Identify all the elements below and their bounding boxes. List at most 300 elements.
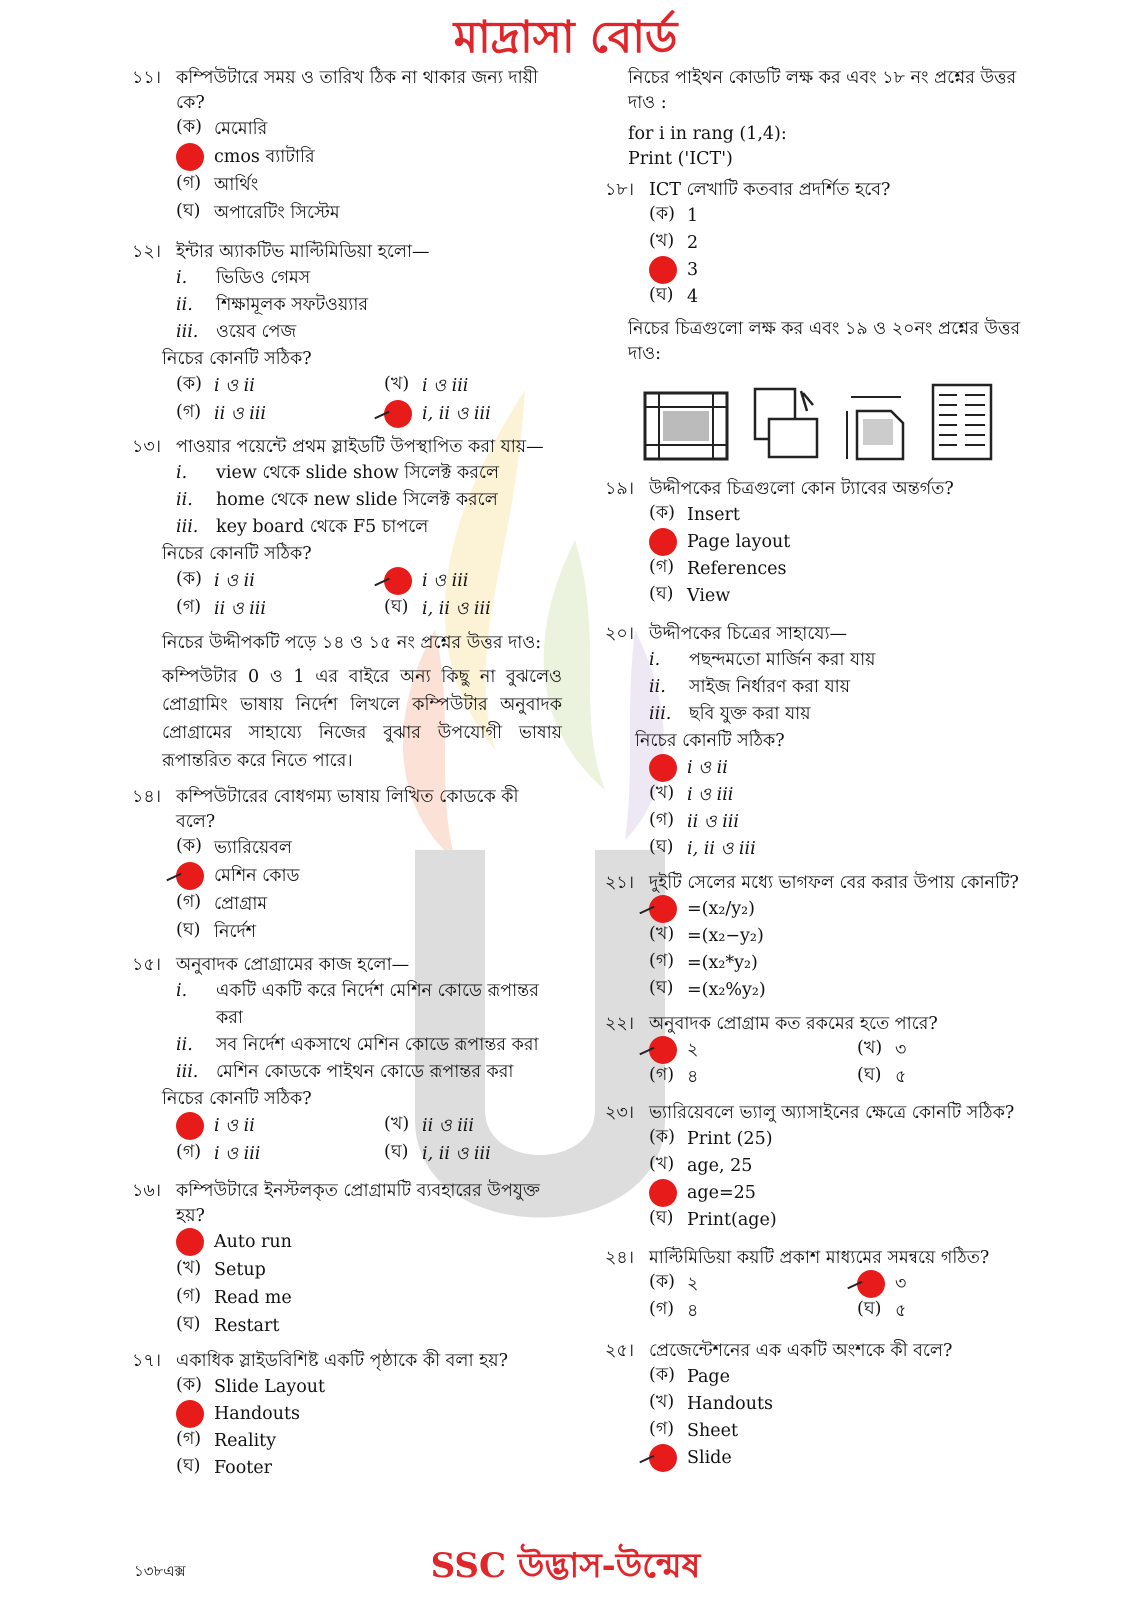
option-gha[interactable] — [384, 401, 604, 429]
question-25 — [605, 1339, 1040, 1472]
question-23 — [605, 1101, 1040, 1234]
option-text: i, ii ও iii — [687, 838, 756, 859]
option-kha[interactable] — [384, 568, 604, 596]
question-15 — [132, 953, 562, 1169]
option-text: 2 — [687, 232, 699, 253]
answer-mark — [649, 528, 677, 556]
option-text: ii ও iii — [214, 599, 266, 620]
answer-mark — [176, 1112, 204, 1140]
question-text: অনুবাদক প্রোগ্রামের কাজ হলো— — [176, 955, 410, 975]
question-text: অনুবাদক প্রোগ্রাম কত রকমের হতে পারে? — [649, 1014, 938, 1034]
option-text: =(x₂*y₂) — [687, 952, 758, 973]
option-gha[interactable] — [132, 200, 562, 228]
option-text: ২ — [687, 1273, 699, 1294]
option-label: (খ) — [649, 782, 675, 803]
option-ka[interactable] — [649, 1037, 857, 1064]
stimulus-intro: নিচের চিত্রগুলো লক্ষ কর এবং ১৯ ও ২০নং প্রশ্নের উত্তর দাও: — [628, 319, 1021, 364]
option-kha[interactable] — [605, 529, 1040, 556]
option-label-marked — [649, 532, 687, 554]
question-text: ভ্যারিয়েবলে ভ্যালু অ্যাসাইনের ক্ষেত্রে কোনটি সঠিক? — [649, 1103, 1015, 1123]
statement-roman: i. — [176, 462, 188, 483]
option-label: (ক) — [176, 1374, 202, 1395]
option-label: (ঘ) — [857, 1064, 882, 1085]
option-text: নির্দেশ — [214, 922, 257, 943]
option-label-marked — [384, 571, 422, 593]
options-grid — [132, 568, 562, 624]
statement-roman: iii. — [176, 1061, 199, 1082]
option-text: ৩ — [895, 1039, 907, 1060]
question-12 — [132, 240, 562, 429]
option-label: (গ) — [649, 1298, 675, 1319]
option-text: =(x₂−y₂) — [687, 925, 764, 946]
statement-text: একটি একটি করে নির্দেশ মেশিন কোডে রূপান্তর করা — [216, 981, 539, 1028]
option-ka[interactable] — [605, 896, 1040, 923]
option-text: Footer — [214, 1457, 273, 1478]
option-ka[interactable] — [132, 1374, 562, 1401]
option-label: (ঘ) — [176, 920, 201, 940]
option-gha[interactable] — [605, 836, 1040, 863]
option-ga[interactable] — [176, 401, 384, 429]
stimulus-intro: নিচের পাইথন কোডটি লক্ষ কর এবং ১৮ নং প্রশ্নের উত্তর দাও : — [628, 68, 1017, 113]
option-text: 3 — [687, 259, 699, 280]
option-gha[interactable] — [605, 1207, 1040, 1234]
option-text: Slide Layout — [214, 1376, 326, 1397]
option-label: (খ) — [384, 1114, 410, 1134]
columns-icon — [931, 383, 993, 461]
option-label: (ক) — [176, 569, 202, 589]
question-13 — [132, 435, 562, 624]
statement-ii — [132, 487, 562, 514]
stimulus-14-15 — [132, 630, 562, 775]
option-label: (খ) — [649, 1153, 675, 1174]
answer-mark — [384, 400, 412, 428]
statement-text: সাইজ নির্ধারণ করা যায় — [689, 676, 851, 697]
question-21 — [605, 871, 1040, 1004]
option-text: Setup — [214, 1260, 266, 1281]
answer-mark — [176, 862, 204, 890]
option-ga[interactable] — [605, 257, 1040, 284]
option-text: Slide — [687, 1447, 732, 1468]
option-kha[interactable] — [605, 923, 1040, 950]
option-text: Restart — [214, 1316, 280, 1337]
option-label-marked — [176, 1404, 214, 1426]
statement-roman: ii. — [176, 294, 193, 315]
option-label: (ক) — [649, 1126, 675, 1147]
question-19 — [605, 477, 1040, 610]
option-gha[interactable] — [384, 596, 604, 624]
statement-roman: i. — [176, 267, 188, 288]
option-label: (গ) — [176, 1142, 202, 1162]
option-ka[interactable] — [649, 1271, 857, 1298]
option-text: মেমোরি — [214, 119, 268, 140]
statement-text: পছন্দমতো মার্জিন করা যায় — [689, 649, 876, 670]
option-text: Sheet — [687, 1420, 739, 1441]
option-ka[interactable] — [132, 835, 562, 863]
option-label: (ঘ) — [384, 1142, 409, 1162]
answer-mark — [649, 256, 677, 284]
question-text: কম্পিউটারের বোধগম্য ভাষায় লিখিত কোডকে কী বলে? — [176, 787, 519, 832]
stimulus-passage: কম্পিউটার 0 ও 1 এর বাইরে অন্য কিছু না বুঝলেও প্রোগ্রামিং ভাষায় নির্দেশ লিখলে কম্পিউটার অনুবাদক প্রোগ্রামের সাহায্যে নিজের বুঝার উপযোগী ভাষায় রূপান্তরিত করে নিতে পারে। — [162, 667, 562, 771]
option-label-marked — [649, 899, 687, 921]
option-kha[interactable] — [605, 782, 1040, 809]
option-ga[interactable] — [649, 1064, 857, 1091]
option-label-marked — [649, 1183, 687, 1205]
question-number: ১৩। — [132, 437, 161, 457]
option-label-marked — [649, 1448, 687, 1470]
option-text: Page — [687, 1366, 730, 1387]
option-ka[interactable] — [132, 116, 562, 144]
option-gha[interactable] — [605, 284, 1040, 311]
statement-iii — [605, 701, 1040, 728]
option-label: (খ) — [649, 923, 675, 944]
option-label: (খ) — [649, 230, 675, 251]
statement-ii — [132, 1032, 562, 1059]
option-label-marked — [176, 1116, 214, 1138]
question-prompt: নিচের কোনটি সঠিক? — [162, 1089, 312, 1109]
option-label: (খ) — [857, 1037, 883, 1058]
option-text: i ও ii — [687, 757, 728, 778]
option-label-marked — [649, 260, 687, 282]
option-ga[interactable] — [132, 1428, 562, 1455]
stimulus-intro: নিচের উদ্দীপকটি পড়ে ১৪ ও ১৫ নং প্রশ্নের উত্তর দাও: — [162, 633, 542, 653]
option-text: ৫ — [895, 1066, 907, 1087]
option-label: (ক) — [649, 203, 675, 224]
option-label: (ঘ) — [857, 1298, 882, 1319]
question-text: দুইটি সেলের মধ্যে ভাগফল বের করার উপায় কোনটি? — [649, 873, 1019, 893]
option-label: (ক) — [176, 374, 202, 394]
question-number: ১৪। — [132, 787, 161, 807]
option-label: (ক) — [649, 1364, 675, 1385]
statement-i — [132, 460, 562, 487]
option-ka[interactable] — [605, 755, 1040, 782]
statement-text: ভিডিও গেমস — [216, 267, 311, 288]
option-text: age=25 — [687, 1182, 756, 1203]
option-text: References — [687, 558, 787, 579]
question-text: প্রেজেন্টেশনের এক একটি অংশকে কী বলে? — [649, 1341, 953, 1361]
question-18 — [605, 178, 1040, 311]
option-text: ৩ — [895, 1273, 907, 1294]
option-ga[interactable] — [649, 1298, 857, 1325]
code-line: Print ('ICT') — [628, 149, 733, 169]
question-number: ২৪। — [605, 1248, 634, 1268]
option-text: i ও ii — [214, 571, 255, 592]
option-label: (গ) — [176, 1286, 202, 1306]
statement-text: মেশিন কোডকে পাইথন কোডে রূপান্তর করা — [216, 1061, 514, 1082]
option-text: অপারেটিং সিস্টেম — [214, 203, 340, 224]
option-text: =(x₂/y₂) — [687, 898, 756, 919]
option-label: (ক) — [649, 502, 675, 523]
statement-i — [132, 978, 562, 1032]
option-ka[interactable] — [176, 373, 384, 401]
statement-text: key board থেকে F5 চাপলে — [216, 516, 429, 537]
option-text: Print (25) — [687, 1128, 773, 1149]
question-14 — [132, 785, 562, 947]
question-text: ইন্টার অ্যাকটিভ মাল্টিমিডিয়া হলো— — [176, 242, 430, 262]
option-ga[interactable] — [605, 1180, 1040, 1207]
statement-ii — [605, 674, 1040, 701]
option-gha[interactable] — [132, 1313, 562, 1341]
option-text: Page layout — [687, 531, 791, 552]
option-gha[interactable] — [605, 977, 1040, 1004]
question-prompt: নিচের কোনটি সঠিক? — [162, 349, 312, 369]
option-ga[interactable] — [176, 596, 384, 624]
option-ga[interactable] — [132, 172, 562, 200]
option-ka[interactable] — [176, 1113, 384, 1141]
option-kha[interactable] — [605, 1391, 1040, 1418]
option-label-marked — [649, 758, 687, 780]
question-text: উদ্দীপকের চিত্রের সাহায্যে— — [649, 624, 848, 644]
option-gha[interactable] — [605, 1445, 1040, 1472]
option-label-marked — [176, 147, 214, 169]
question-prompt: নিচের কোনটি সঠিক? — [635, 731, 785, 751]
option-kha[interactable] — [605, 230, 1040, 257]
option-text: ii ও iii — [214, 404, 266, 425]
option-label: (গ) — [176, 597, 202, 617]
option-text: Read me — [214, 1288, 292, 1309]
option-text: i, ii ও iii — [422, 1144, 491, 1165]
option-label: (ঘ) — [176, 201, 201, 221]
option-text: মেশিন কোড — [214, 866, 300, 887]
option-label: (খ) — [649, 1391, 675, 1412]
question-number: ২০। — [605, 624, 635, 644]
option-text: ৪ — [687, 1300, 699, 1321]
statement-roman: iii. — [176, 516, 199, 537]
option-ga[interactable] — [132, 891, 562, 919]
question-text: কম্পিউটারে ইনস্টলকৃত প্রোগ্রামটি ব্যবহারের উপযুক্ত হয়? — [176, 1181, 540, 1226]
statement-text: ওয়েব পেজ — [216, 321, 297, 342]
answer-mark — [176, 143, 204, 171]
option-text: আর্থিং — [214, 175, 259, 196]
option-text: 1 — [687, 205, 699, 226]
option-label: (গ) — [649, 809, 675, 830]
question-prompt: নিচের কোনটি সঠিক? — [162, 544, 312, 564]
statement-iii — [132, 514, 562, 541]
option-text: i ও ii — [214, 376, 255, 397]
question-number: ১২। — [132, 242, 161, 262]
option-label: (গ) — [649, 1418, 675, 1439]
option-kha[interactable] — [132, 1401, 562, 1428]
option-label: (ক) — [176, 117, 202, 137]
answer-mark — [384, 567, 412, 595]
question-number: ১৭। — [132, 1351, 161, 1371]
margins-icon — [643, 391, 729, 461]
option-text: i ও iii — [422, 571, 469, 592]
question-number: ১১। — [132, 68, 161, 88]
option-label: (গ) — [176, 1428, 202, 1449]
option-text: i ও iii — [687, 784, 734, 805]
option-label: (ঘ) — [649, 583, 674, 604]
option-label: (ঘ) — [649, 977, 674, 998]
option-label-marked — [857, 1274, 895, 1296]
question-number: ২৫। — [605, 1341, 634, 1361]
question-text: একাধিক স্লাইডবিশিষ্ট একটি পৃষ্ঠাকে কী বলা হয়? — [176, 1351, 508, 1371]
statement-roman: i. — [176, 981, 188, 1001]
question-number: ১৮। — [605, 180, 634, 200]
question-text: উদ্দীপকের চিত্রগুলো কোন ট্যাবের অন্তর্গত? — [649, 479, 954, 499]
option-text: ২ — [687, 1039, 699, 1060]
options-grid — [132, 1113, 562, 1169]
statement-text: home থেকে new slide সিলেক্ট করলে — [216, 489, 498, 510]
answer-mark — [176, 1400, 204, 1428]
option-label: (গ) — [176, 402, 202, 422]
option-label: (খ) — [176, 1258, 202, 1278]
option-ka[interactable] — [176, 568, 384, 596]
question-number: ২২। — [605, 1014, 635, 1034]
question-20 — [605, 622, 1040, 863]
option-ka[interactable] — [605, 203, 1040, 230]
statement-text: সব নির্দেশ একসাথে মেশিন কোডে রূপান্তর করা — [216, 1034, 539, 1055]
option-gha[interactable] — [605, 583, 1040, 610]
option-ga[interactable] — [132, 1285, 562, 1313]
option-ga[interactable] — [605, 1418, 1040, 1445]
answer-mark — [649, 1444, 677, 1472]
option-kha[interactable] — [384, 1113, 604, 1141]
right-column — [605, 66, 1040, 1478]
statement-roman: ii. — [649, 676, 666, 697]
option-ka[interactable] — [605, 1126, 1040, 1153]
option-text: i ও iii — [422, 376, 469, 397]
statement-text: ছবি যুক্ত করা যায় — [689, 703, 811, 724]
statement-roman: ii. — [176, 489, 193, 510]
option-label-marked — [176, 866, 214, 888]
statement-roman: i. — [649, 649, 661, 670]
option-label-marked — [649, 1040, 687, 1062]
option-text: i, ii ও iii — [422, 404, 491, 425]
statement-roman: iii. — [649, 703, 672, 724]
option-text: i ও iii — [214, 1144, 261, 1165]
option-label: (ঘ) — [649, 836, 674, 857]
option-text: Print(age) — [687, 1209, 777, 1230]
option-kha[interactable] — [132, 863, 562, 891]
option-text: View — [687, 585, 731, 606]
code-line: for i in rang (1,4): — [628, 124, 787, 144]
option-label: (ঘ) — [384, 597, 409, 617]
option-kha[interactable] — [605, 1153, 1040, 1180]
question-text: ICT লেখাটি কতবার প্রদর্শিত হবে? — [649, 180, 891, 200]
stimulus-18 — [605, 66, 1040, 172]
option-label: (গ) — [176, 173, 202, 193]
option-kha[interactable] — [857, 1037, 1077, 1064]
answer-mark — [857, 1270, 885, 1298]
statement-iii — [132, 319, 562, 346]
option-label: (ক) — [649, 1271, 675, 1292]
option-label: (ঘ) — [649, 1207, 674, 1228]
question-text: মাল্টিমিডিয়া কয়টি প্রকাশ মাধ্যমের সমন্বয়ে গঠিত? — [649, 1248, 990, 1268]
option-text: ii ও iii — [422, 1116, 474, 1137]
orientation-icon — [751, 385, 821, 461]
option-text: Handouts — [214, 1403, 300, 1424]
option-kha[interactable] — [132, 144, 562, 172]
option-text: =(x₂%y₂) — [687, 979, 766, 1000]
size-icon — [843, 391, 909, 461]
option-gha[interactable] — [132, 919, 562, 947]
option-text: ৫ — [895, 1300, 907, 1321]
option-label: (ঘ) — [176, 1455, 201, 1476]
option-text: Auto run — [214, 1232, 292, 1253]
option-text: Handouts — [687, 1393, 773, 1414]
question-text: কম্পিউটারে সময় ও তারিখ ঠিক না থাকার জন্য দায়ী কে? — [176, 68, 538, 113]
option-label: (গ) — [649, 950, 675, 971]
option-gha[interactable] — [857, 1064, 1077, 1091]
options-grid — [605, 1271, 1040, 1325]
answer-mark — [649, 754, 677, 782]
question-11 — [132, 66, 562, 228]
option-text: 4 — [687, 286, 699, 307]
option-label: (গ) — [649, 556, 675, 577]
statement-text: শিক্ষামূলক সফটওয়্যার — [216, 294, 369, 315]
option-ga[interactable] — [605, 950, 1040, 977]
answer-mark — [649, 895, 677, 923]
option-label: (ঘ) — [649, 284, 674, 305]
option-kha[interactable] — [857, 1271, 1077, 1298]
option-text: ৪ — [687, 1066, 699, 1087]
option-gha[interactable] — [857, 1298, 1077, 1325]
option-text: cmos ব্যাটারি — [214, 147, 315, 168]
statement-ii — [132, 292, 562, 319]
option-text: i, ii ও iii — [422, 599, 491, 620]
statement-roman: iii. — [176, 321, 199, 342]
answer-mark — [649, 1179, 677, 1207]
options-grid — [132, 373, 562, 429]
option-label: (খ) — [384, 374, 410, 394]
statement-i — [605, 647, 1040, 674]
option-kha[interactable] — [132, 1257, 562, 1285]
option-text: age, 25 — [687, 1155, 753, 1176]
option-text: Reality — [214, 1430, 277, 1451]
question-number: ২৩। — [605, 1103, 635, 1123]
option-label-marked — [384, 404, 422, 426]
option-ga[interactable] — [176, 1141, 384, 1169]
question-number: ১৬। — [132, 1181, 161, 1201]
option-ka[interactable] — [132, 1229, 562, 1257]
option-text: Insert — [687, 504, 740, 525]
option-text: i ও ii — [214, 1116, 255, 1137]
question-number: ২১। — [605, 873, 634, 893]
question-17 — [132, 1349, 562, 1482]
options-grid — [605, 1037, 1040, 1091]
option-ga[interactable] — [605, 556, 1040, 583]
statement-text: view থেকে slide show সিলেক্ট করলে — [216, 462, 499, 483]
option-label-marked — [176, 1232, 214, 1254]
stimulus-figures — [605, 381, 1040, 461]
question-24 — [605, 1246, 1040, 1325]
statement-iii — [132, 1059, 562, 1086]
option-text: ii ও iii — [687, 811, 739, 832]
answer-mark — [176, 1228, 204, 1256]
option-ga[interactable] — [605, 809, 1040, 836]
option-label: (ঘ) — [176, 1314, 201, 1334]
statement-i — [132, 265, 562, 292]
question-16 — [132, 1179, 562, 1341]
option-label: (গ) — [649, 1064, 675, 1085]
option-ka[interactable] — [605, 502, 1040, 529]
question-number: ১৯। — [605, 479, 634, 499]
question-22 — [605, 1012, 1040, 1091]
option-gha[interactable] — [384, 1141, 604, 1169]
option-text: প্রোগ্রাম — [214, 894, 268, 915]
footer-brand: SSC উদ্ভাস-উন্মেষ — [430, 1546, 701, 1586]
option-text: ভ্যারিয়েবল — [214, 838, 292, 859]
option-kha[interactable] — [384, 373, 604, 401]
page-number: ১৩৮এক্স — [134, 1562, 186, 1580]
option-label: (গ) — [176, 892, 202, 912]
option-gha[interactable] — [132, 1455, 562, 1482]
option-label: (ক) — [176, 836, 202, 856]
page-title: মাদ্রাসা বোর্ড — [453, 12, 678, 63]
question-text: পাওয়ার পয়েন্টে প্রথম স্লাইডটি উপস্থাপিত করা যায়— — [176, 437, 544, 457]
option-ka[interactable] — [605, 1364, 1040, 1391]
answer-mark — [649, 1036, 677, 1064]
